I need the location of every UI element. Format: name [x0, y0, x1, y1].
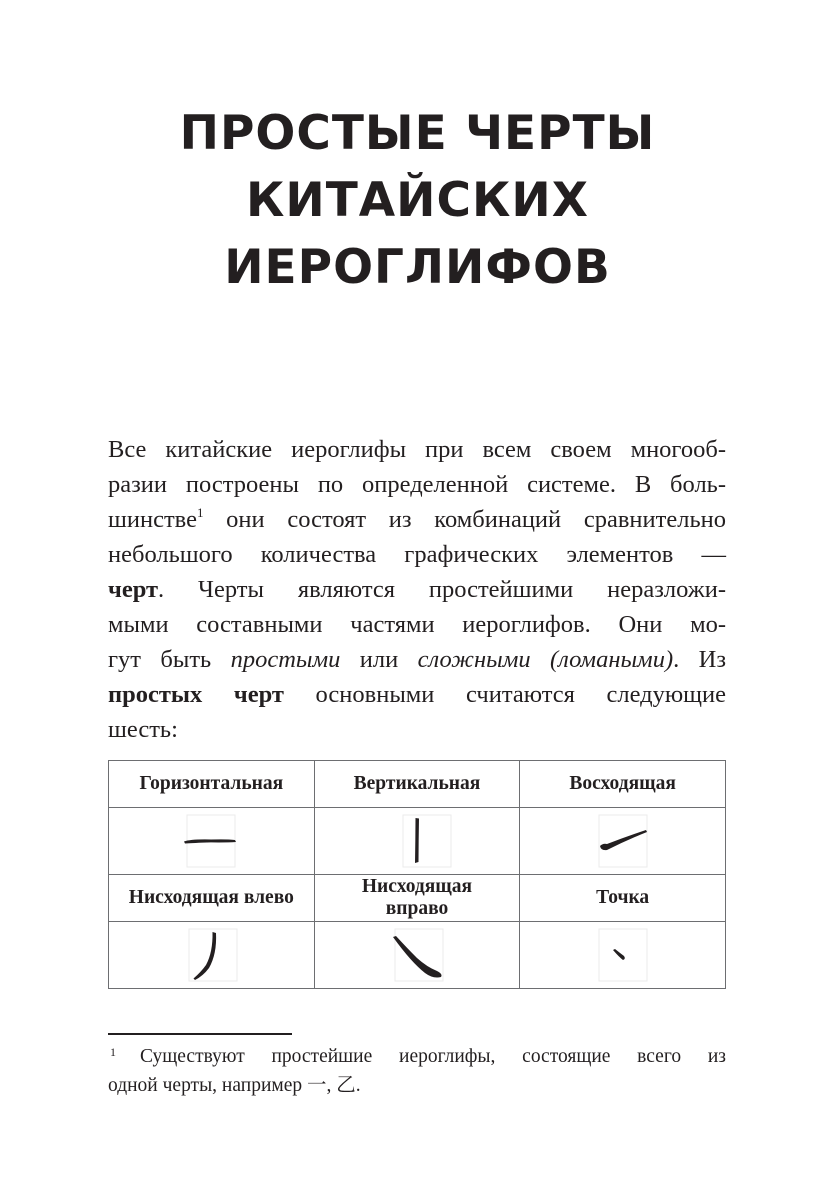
text-fragment: основными считаются следующие [283, 681, 726, 708]
table-stroke-row [109, 922, 726, 989]
text-fragment: гут быть [108, 646, 231, 673]
term-simple: простыми [230, 646, 341, 673]
term-simple-strokes: простых черт [108, 681, 284, 708]
rising-stroke-icon [563, 810, 683, 872]
left-falling-stroke-icon [151, 924, 271, 986]
paragraph-line [108, 642, 726, 677]
cell-rising-stroke [520, 808, 726, 875]
header-rising: Восходящая [520, 761, 726, 808]
cell-dot-stroke [520, 922, 726, 989]
paragraph-line: Все китайские иероглифы при всем своем многооб- [108, 436, 726, 463]
text-fragment: они состоят из комбинаций сравнительно [203, 506, 726, 533]
footnote [108, 1042, 726, 1100]
text-fragment: шинстве [108, 506, 197, 533]
right-falling-stroke-icon [357, 924, 477, 986]
paragraph-line [108, 677, 726, 712]
footnote-line [108, 1042, 726, 1071]
footnote-text: Существуют простейшие иероглифы, состоящие всего из [140, 1046, 726, 1067]
paragraph-line: небольшого количества графических элементов — [108, 541, 726, 568]
paragraph-line [108, 502, 726, 537]
title-line-3: ИЕРОГЛИФОВ [224, 240, 611, 295]
page-title [0, 100, 835, 301]
footnote-divider [108, 1033, 292, 1035]
header-right-falling: Нисходящая вправо [314, 875, 520, 922]
strokes-table [108, 760, 726, 989]
footnote-line: одной черты, например 一, 乙. [108, 1075, 361, 1096]
title-line-2: КИТАЙСКИХ [245, 173, 589, 228]
paragraph-line: мыми составными частями иероглифов. Они мо- [108, 611, 726, 638]
header-horizontal: Горизонтальная [109, 761, 315, 808]
cell-left-falling-stroke [109, 922, 315, 989]
paragraph-line [108, 572, 726, 607]
term-complex: сложными (ломаными) [417, 646, 674, 673]
dot-stroke-icon [563, 924, 683, 986]
table-header-row [109, 875, 726, 922]
header-dot: Точка [520, 875, 726, 922]
main-paragraph [108, 432, 726, 747]
footnote-reference[interactable]: 1 [196, 505, 204, 520]
table-header-row [109, 761, 726, 808]
paragraph-line: шесть: [108, 716, 178, 743]
vertical-stroke-icon [357, 810, 477, 872]
title-line-1: ПРОСТЫЕ ЧЕРТЫ [179, 106, 656, 161]
footnote-mark: 1 [110, 1045, 116, 1059]
text-fragment: . Черты являются простейшими неразложи- [158, 576, 726, 603]
header-vertical: Вертикальная [314, 761, 520, 808]
text-fragment: или [340, 646, 418, 673]
text-fragment: . Из [673, 646, 727, 673]
horizontal-stroke-icon [151, 810, 271, 872]
cell-right-falling-stroke [314, 922, 520, 989]
term-strokes: черт [108, 576, 159, 603]
table-stroke-row [109, 808, 726, 875]
paragraph-line: разии построены по определенной системе. В боль- [108, 471, 726, 498]
header-left-falling: Нисходящая влево [109, 875, 315, 922]
cell-horizontal-stroke [109, 808, 315, 875]
cell-vertical-stroke [314, 808, 520, 875]
